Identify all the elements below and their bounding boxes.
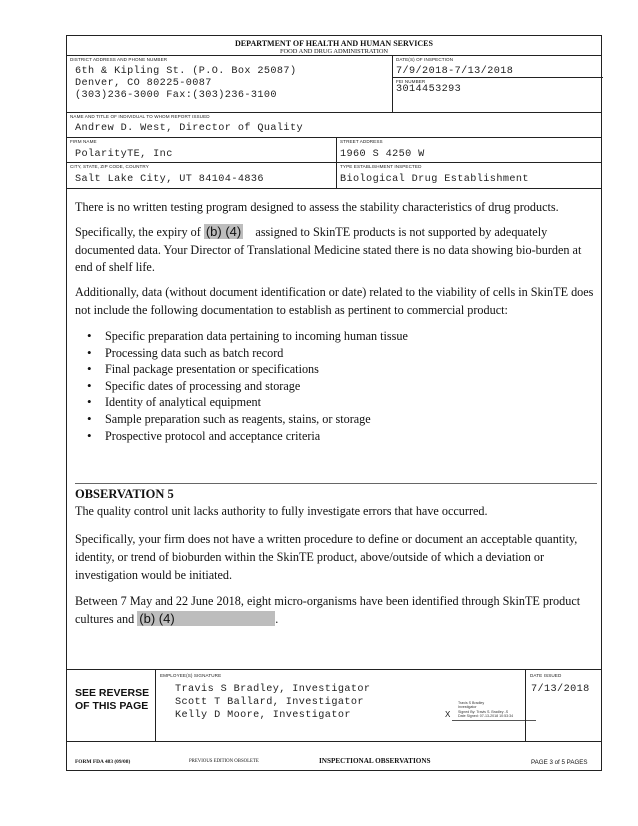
firm-name-label: FIRM NAME bbox=[70, 139, 97, 144]
form-483-page bbox=[66, 35, 602, 771]
expiry-text-after: assigned to SkinTE products is not supported by adequately documented data. Your Director of Translational Medicine stated there is no data showing bio-burden at end of shelf life. bbox=[75, 225, 582, 275]
date-issued-value: 7/13/2018 bbox=[531, 684, 590, 695]
page-count: PAGE 3 of 5 PAGES bbox=[531, 759, 588, 766]
micro-text-after: . bbox=[275, 611, 279, 626]
firm-name-value: PolarityTE, Inc bbox=[75, 149, 173, 160]
divider bbox=[525, 669, 526, 741]
employee-2: Scott T Ballard, Investigator bbox=[175, 697, 364, 708]
section-divider bbox=[75, 483, 597, 484]
inspection-dates-value: 7/9/2018-7/13/2018 bbox=[396, 66, 514, 77]
list-item: • Specific dates of processing and storage bbox=[85, 378, 585, 395]
observation-title: OBSERVATION 5 bbox=[75, 487, 174, 501]
district-phone: (303)236-3000 Fax:(303)236-3100 bbox=[75, 90, 277, 101]
observation-detail: Specifically, your firm does not have a written procedure to define or document an acceptable quantity, identity, or trend of bioburden within the SkinTE product, above/outside of which a deviation or investigation would be initiated. bbox=[75, 532, 578, 582]
sig-block-signed-by: Signed By: Travis S. Bradley -S bbox=[458, 709, 509, 714]
see-reverse-line2: OF THIS PAGE bbox=[75, 700, 149, 712]
observation-summary: The quality control unit lacks authority to fully investigate errors that have occurred. bbox=[75, 504, 488, 518]
signature-mark: X bbox=[445, 710, 451, 719]
recipient-label: NAME AND TITLE OF INDIVIDUAL TO WHOM REPORT ISSUED bbox=[70, 114, 210, 119]
list-item: • Prospective protocol and acceptance criteria bbox=[85, 428, 585, 445]
divider bbox=[67, 741, 601, 742]
divider bbox=[67, 669, 601, 670]
fei-number-value: 3014453293 bbox=[396, 84, 462, 95]
divider bbox=[67, 162, 601, 163]
divider bbox=[67, 188, 601, 189]
district-label: DISTRICT ADDRESS AND PHONE NUMBER bbox=[70, 57, 168, 62]
divider bbox=[67, 112, 601, 113]
establishment-type-label: TYPE ESTABLISHMENT INSPECTED bbox=[340, 164, 422, 169]
list-item: • Processing data such as batch record bbox=[85, 345, 585, 362]
sig-block-title: Investigator bbox=[458, 705, 477, 710]
divider bbox=[67, 55, 601, 56]
signature-line bbox=[452, 720, 536, 721]
see-reverse-note bbox=[75, 687, 149, 713]
divider bbox=[155, 669, 156, 741]
list-item: • Sample preparation such as reagents, stains, or storage bbox=[85, 411, 585, 428]
city-value: Salt Lake City, UT 84104-4836 bbox=[75, 174, 264, 185]
redaction-b4: (b) (4) bbox=[137, 611, 275, 626]
street-address-value: 1960 S 4250 W bbox=[340, 149, 425, 160]
establishment-type-value: Biological Drug Establishment bbox=[340, 174, 529, 185]
redaction-b4: (b) (4) bbox=[205, 224, 242, 239]
date-issued-label: DATE ISSUED bbox=[530, 673, 562, 678]
divider bbox=[67, 137, 601, 138]
fei-number-label: FEI NUMBER bbox=[396, 79, 426, 84]
employee-3: Kelly D Moore, Investigator bbox=[175, 710, 351, 721]
paragraph-stability: There is no written testing program designed to assess the stability characteristics of drug products. bbox=[75, 200, 559, 214]
observation-micro-organisms bbox=[75, 593, 597, 628]
city-label: CITY, STATE, ZIP CODE, COUNTRY bbox=[70, 164, 149, 169]
form-title: INSPECTIONAL OBSERVATIONS bbox=[319, 757, 431, 765]
see-reverse-line1: SEE REVERSE bbox=[75, 687, 150, 699]
employee-1: Travis S Bradley, Investigator bbox=[175, 684, 371, 695]
paragraph-expiry bbox=[75, 223, 597, 277]
list-item: • Specific preparation data pertaining to incoming human tissue bbox=[85, 328, 585, 345]
agency-header: FOOD AND DRUG ADMINISTRATION bbox=[279, 48, 389, 55]
list-item: • Identity of analytical equipment bbox=[85, 394, 585, 411]
district-address-line1: 6th & Kipling St. (P.O. Box 25087) bbox=[75, 66, 297, 77]
recipient-value: Andrew D. West, Director of Quality bbox=[75, 123, 303, 134]
digital-signature-block bbox=[458, 701, 513, 719]
documentation-list bbox=[85, 328, 585, 444]
sig-block-name: Travis S Bradley bbox=[458, 701, 485, 705]
form-number: FORM FDA 483 (09/08) bbox=[75, 759, 131, 765]
district-address-line2: Denver, CO 80225-0087 bbox=[75, 78, 212, 89]
divider bbox=[392, 55, 393, 112]
micro-text-before: Between 7 May and 22 June 2018, eight micro-organisms have been identified through SkinTE product cultures and bbox=[75, 594, 581, 626]
street-address-label: STREET ADDRESS bbox=[340, 139, 383, 144]
list-item: • Final package presentation or specifications bbox=[85, 361, 585, 378]
divider bbox=[392, 77, 603, 78]
sig-block-date: Date Signed: 07-13-2018 10:53:34 bbox=[458, 714, 514, 719]
paragraph-viability: Additionally, data (without document identification or date) related to the viability of cells in SkinTE does not include the following documentation to establish as pertinent to commercial product: bbox=[75, 285, 594, 317]
previous-edition-note: PREVIOUS EDITION OBSOLETE bbox=[189, 759, 259, 764]
expiry-text-before: Specifically, the expiry of bbox=[75, 225, 201, 239]
inspection-dates-label: DATE(S) OF INSPECTION bbox=[396, 57, 454, 62]
employee-signature-label: EMPLOYEE(S) SIGNATURE bbox=[160, 673, 222, 678]
department-header: DEPARTMENT OF HEALTH AND HUMAN SERVICES bbox=[235, 39, 433, 48]
